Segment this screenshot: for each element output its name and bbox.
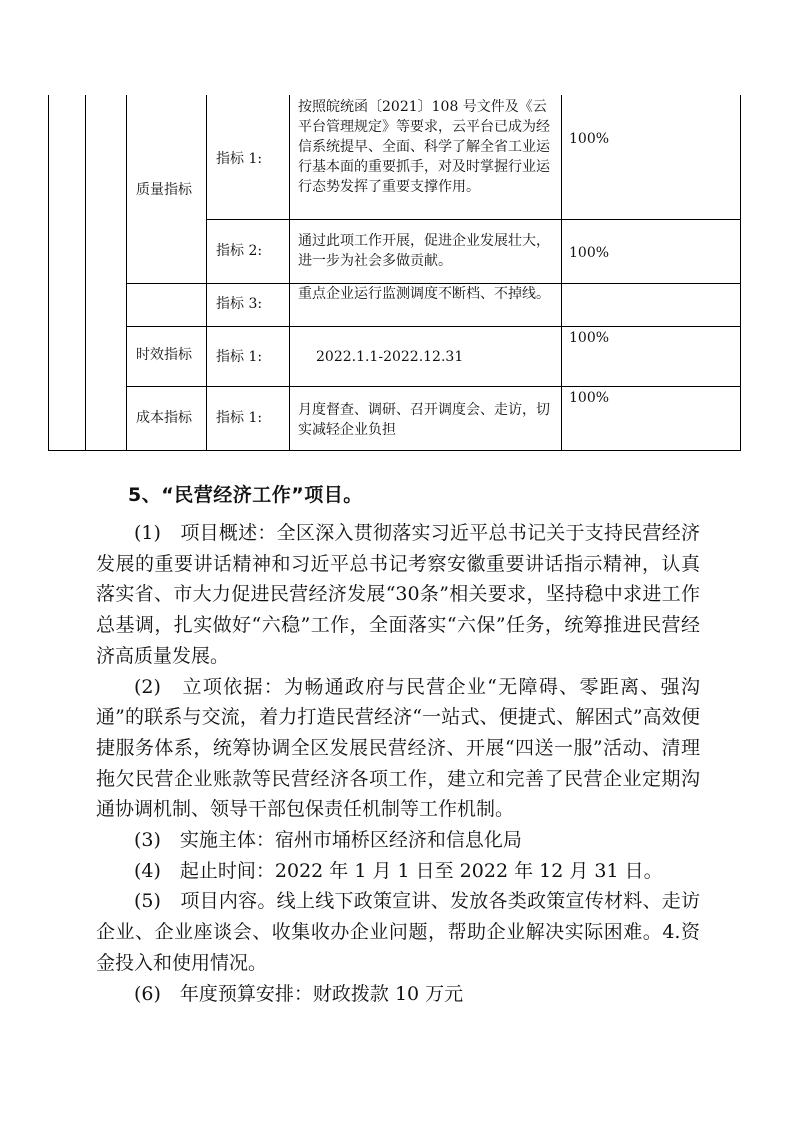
section-body [96,518,700,1009]
paragraph: (4) 起止时间：2022 年 1 月 1 日至 2022 年 12 月 31 日。 [134,859,663,882]
indicator-content: 按照皖统函〔2021〕108 号文件及《云平台管理规定》等要求，云平台已成为经信系统提早、全面、科学了解全省工业运行基本面的重要抓手，对及时掌握行业运行态势发挥了重要支撑作用。 [298,99,550,195]
indicator-content: 重点企业运行监测调度不断档、不掉线。 [298,286,550,302]
indicator-label: 指标 3: [216,296,263,312]
performance-indicator-table [48,95,741,451]
paragraph: (3) 实施主体：宿州市埇桥区经济和信息化局 [134,829,522,852]
indicator-content: 月度督查、调研、召开调度会、走访，切实减轻企业负担 [298,402,550,438]
indicator-value: 100% [569,131,610,147]
paragraph: (5) 项目内容。线上线下政策宣讲、发放各类政策宣传材料、走访企业、企业座谈会、收集收办企业问题，帮助企业解决实际困难。4.资金投入和使用情况。 [96,890,700,974]
indicator-content: 2022.1.1-2022.12.31 [316,349,464,365]
table-border [126,95,127,451]
indicator-label: 指标 1: [216,410,263,426]
indicator-value: 100% [569,245,610,261]
table-border [740,95,741,451]
table-border [289,95,290,451]
indicator-value: 100% [569,330,610,346]
paragraph: (6) 年度预算安排：财政拨款 10 万元 [134,982,464,1005]
category-cost: 成本指标 [136,410,192,426]
category-quality: 质量指标 [136,182,192,198]
table-border [561,95,562,451]
table-border [48,450,741,451]
table-border [206,219,741,220]
table-border [206,95,207,451]
table-border [126,326,741,327]
indicator-value: 100% [569,390,610,406]
table-border [126,386,741,387]
indicator-label: 指标 1: [216,151,263,167]
indicator-content: 通过此项工作开展，促进企业发展壮大，进一步为社会多做贡献。 [298,233,550,269]
table-border [85,95,86,451]
paragraph: (1) 项目概述：全区深入贯彻落实习近平总书记关于支持民营经济发展的重要讲话精神和习近平总书记考察安徽重要讲话指示精神，认真落实省、市大力促进民营经济发展“30条”相关要求，坚持稳中求进工作总基调，扎实做好“六稳”工作，全面落实“六保”任务，统筹推进民营经济高质量发展。 [96,522,700,667]
paragraph: (2) 立项依据：为畅通政府与民营企业“无障碍、零距离、强沟通”的联系与交流，着力打造民营经济“一站式、便捷式、解困式”高效便捷服务体系，统筹协调全区发展民营经济、开展“四送一服”活动、清理拖欠民营企业账款等民营经济各项工作，建立和完善了民营企业定期沟通协调机制、领导干部包保责任机制等工作机制。 [96,675,700,821]
indicator-label: 指标 1: [216,349,263,365]
table-border [48,95,49,451]
section-heading: 5、“民营经济工作”项目。 [128,484,363,506]
indicator-label: 指标 2: [216,243,263,259]
category-timeliness: 时效指标 [136,347,192,363]
